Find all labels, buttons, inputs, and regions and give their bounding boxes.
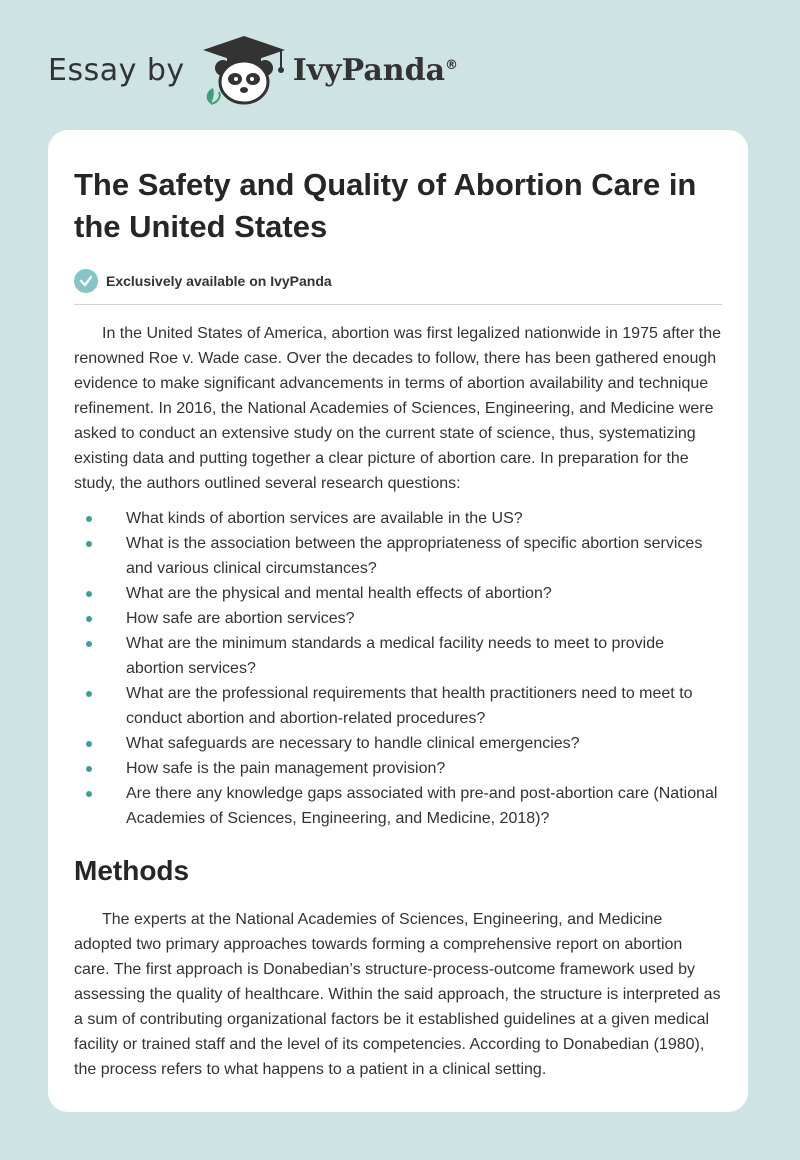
research-questions-list	[74, 506, 722, 831]
essay-card	[48, 130, 748, 1112]
list-item: How safe is the pain management provision?	[74, 756, 722, 781]
bullet-icon	[86, 766, 92, 772]
methods-paragraph: The experts at the National Academies of Sciences, Engineering, and Medicine adopted two primary approaches towards forming a comprehensive report on abortion care. The first approach is Donabedian’s structure-process-outcome framework used by assessing the quality of healthcare. Within the said approach, the structure is interpreted as a sum of contributing organizational factors be it established guidelines at a given medical facility or trained staff and the level of its competencies. According to Donabedian (1980), the process refers to what happens to a patient in a clinical setting.	[74, 911, 721, 1078]
brand-prefix: Essay by	[48, 52, 185, 88]
bullet-icon	[86, 791, 92, 797]
exclusive-label: Exclusively available on IvyPanda	[106, 273, 332, 289]
list-item: What kinds of abortion services are available in the US?	[74, 506, 722, 531]
bullet-icon	[86, 691, 92, 697]
exclusive-badge	[74, 268, 722, 294]
bullet-icon	[86, 641, 92, 647]
panda-graduate-logo-icon	[201, 34, 287, 106]
bullet-icon	[86, 541, 92, 547]
list-item: Are there any knowledge gaps associated with pre-and post-abortion care (National Academies of Sciences, Engineering, and Medicine, 2018)?	[74, 781, 722, 831]
bullet-icon	[86, 516, 92, 522]
list-item: How safe are abortion services?	[74, 606, 722, 631]
check-icon	[74, 269, 98, 293]
list-item: What are the professional requirements that health practitioners need to meet to conduct abortion and abortion-related procedures?	[74, 681, 722, 731]
list-item: What safeguards are necessary to handle clinical emergencies?	[74, 731, 722, 756]
bullet-icon	[86, 741, 92, 747]
list-item: What is the association between the appropriateness of specific abortion services and various clinical circumstances?	[74, 531, 722, 581]
page-title: The Safety and Quality of Abortion Care in the United States	[74, 167, 697, 244]
list-item: What are the minimum standards a medical facility needs to meet to provide abortion services?	[74, 631, 722, 681]
brand-header	[48, 34, 458, 106]
list-item: What are the physical and mental health effects of abortion?	[74, 581, 722, 606]
bullet-icon	[86, 616, 92, 622]
bullet-icon	[86, 591, 92, 597]
methods-heading: Methods	[74, 855, 190, 886]
intro-paragraph: In the United States of America, abortion was first legalized nationwide in 1975 after the renowned Roe v. Wade case. Over the decades to follow, there has been gathered enough evidence to make significant advancements in terms of abortion availability and technique refinement. In 2016, the National Academies of Sciences, Engineering, and Medicine were asked to conduct an extensive study on the current state of science, thus, systematizing existing data and putting together a clear picture of abortion care. In preparation for the study, the authors outlined several research questions:	[74, 325, 722, 492]
divider	[74, 304, 722, 305]
brand-name: IvyPanda®	[292, 52, 459, 88]
